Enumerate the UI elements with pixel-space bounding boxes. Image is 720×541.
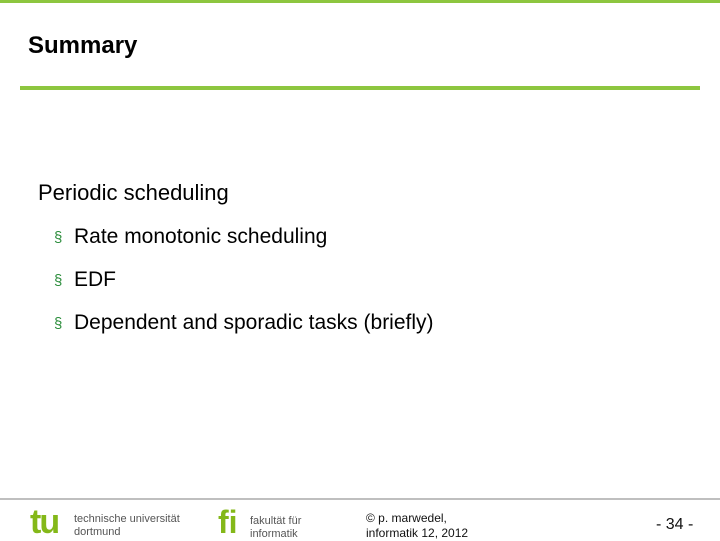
faculty-name bbox=[250, 515, 301, 541]
faculty-name-line2: informatik bbox=[250, 528, 298, 540]
section-heading: Periodic scheduling bbox=[38, 180, 229, 205]
top-accent-rule bbox=[0, 0, 720, 3]
bullet-item bbox=[54, 222, 434, 252]
slide-title: Summary bbox=[28, 32, 138, 59]
tu-logo-icon: tu bbox=[30, 503, 59, 541]
bullet-item bbox=[54, 265, 434, 295]
faculty-name-line1: fakultät für bbox=[250, 515, 302, 527]
footer-rule bbox=[0, 498, 720, 500]
bullet-list bbox=[54, 222, 434, 351]
fi-logo-icon: fi bbox=[218, 504, 238, 540]
copyright-notice bbox=[366, 511, 468, 541]
university-name-line2: dortmund bbox=[74, 526, 121, 538]
university-name-line1: technische universität bbox=[74, 513, 180, 525]
bullet-text: Dependent and sporadic tasks (briefly) bbox=[74, 311, 434, 334]
university-name bbox=[74, 513, 180, 539]
slide-footer bbox=[0, 498, 720, 540]
bullet-text: Rate monotonic scheduling bbox=[74, 225, 328, 248]
bullet-marker-icon: § bbox=[54, 228, 63, 246]
title-underline-rule bbox=[20, 86, 700, 90]
page-number: - 34 - bbox=[656, 516, 694, 533]
bullet-marker-icon: § bbox=[54, 314, 63, 332]
bullet-item bbox=[54, 308, 434, 338]
copyright-line2: informatik 12, 2012 bbox=[366, 526, 469, 540]
copyright-line1: © p. marwedel, bbox=[366, 511, 447, 525]
bullet-marker-icon: § bbox=[54, 271, 63, 289]
bullet-text: EDF bbox=[74, 268, 116, 291]
